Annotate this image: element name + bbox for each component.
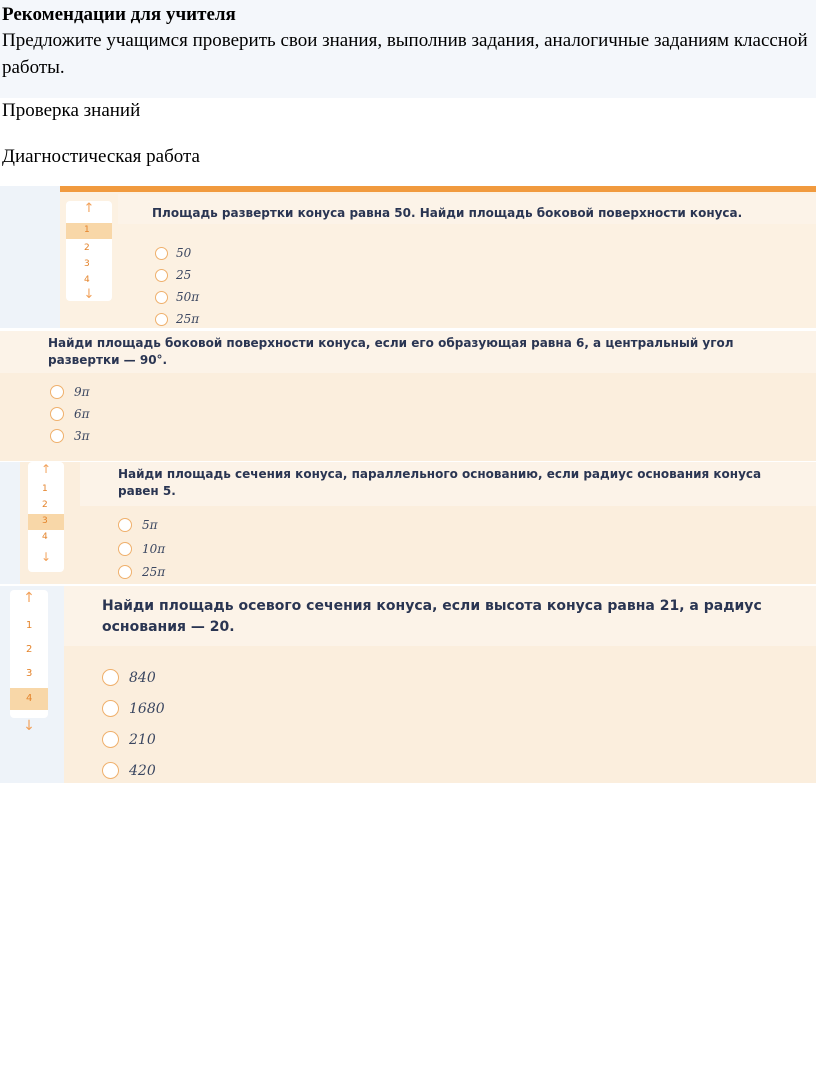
answer-option[interactable]: 25 xyxy=(155,268,191,282)
answer-option[interactable]: 1680 xyxy=(102,700,165,717)
answer-option[interactable]: 25π xyxy=(118,565,165,579)
question-number-4[interactable]: 4 xyxy=(10,688,48,710)
radio-button[interactable] xyxy=(118,542,132,556)
question-number-2[interactable]: 2 xyxy=(42,500,48,510)
answer-option[interactable]: 420 xyxy=(102,762,156,779)
question-text: Площадь развертки конуса равна 50. Найди площадь боковой поверхности конуса. xyxy=(152,206,743,220)
question-number-2[interactable]: 2 xyxy=(84,243,90,253)
answer-option[interactable]: 210 xyxy=(102,731,156,748)
panel-sidebar xyxy=(0,462,20,584)
question-text: Найди площадь сечения конуса, параллельного основанию, если радиус основания конуса равен 5. xyxy=(118,467,762,498)
question-number-4[interactable]: 4 xyxy=(42,532,48,542)
recommendation-title: Рекомендации для учителя xyxy=(2,4,236,25)
answer-option[interactable]: 50 xyxy=(155,246,191,260)
section-heading: Проверка знаний xyxy=(2,100,141,121)
answer-option[interactable]: 5π xyxy=(118,518,158,532)
answer-option[interactable]: 9π xyxy=(50,385,90,399)
radio-button[interactable] xyxy=(118,518,132,532)
question-number-3[interactable]: 3 xyxy=(84,259,90,269)
arrow-down-icon[interactable]: ↓ xyxy=(23,718,35,734)
question-number-3[interactable]: 3 xyxy=(28,514,64,530)
radio-button[interactable] xyxy=(155,269,168,282)
radio-button[interactable] xyxy=(102,669,119,686)
radio-button[interactable] xyxy=(102,731,119,748)
answer-option[interactable]: 10π xyxy=(118,542,165,556)
radio-button[interactable] xyxy=(50,429,64,443)
answer-option[interactable]: 840 xyxy=(102,669,156,686)
panel-sidebar xyxy=(0,186,60,328)
question-panel-3 xyxy=(0,462,816,584)
question-number-4[interactable]: 4 xyxy=(84,275,90,285)
answer-option[interactable]: 50π xyxy=(155,290,199,304)
answer-option[interactable]: 25π xyxy=(155,312,199,326)
question-text: Найди площадь осевого сечения конуса, если высота конуса равна 21, а радиус основания — 20. xyxy=(102,598,762,635)
radio-button[interactable] xyxy=(155,313,168,326)
radio-button[interactable] xyxy=(118,565,132,579)
teacher-recommendation-box xyxy=(0,0,816,98)
question-number-1[interactable]: 1 xyxy=(42,484,48,494)
arrow-up-icon[interactable]: ↑ xyxy=(23,590,35,606)
question-text: Найди площадь боковой поверхности конуса, если его образующая равна 6, а центральный угол развертки — 90°. xyxy=(48,336,734,367)
question-number-2[interactable]: 2 xyxy=(26,644,33,655)
radio-button[interactable] xyxy=(102,700,119,717)
answer-option[interactable]: 6π xyxy=(50,407,90,421)
question-navigator xyxy=(10,590,48,734)
radio-button[interactable] xyxy=(155,291,168,304)
arrow-down-icon[interactable]: ↓ xyxy=(40,550,52,564)
question-panel-2 xyxy=(0,331,816,461)
question-navigator xyxy=(28,462,64,572)
question-navigator xyxy=(66,201,112,301)
arrow-down-icon[interactable]: ↓ xyxy=(83,287,95,302)
recommendation-text: Предложите учащимся проверить свои знания, выполнив задания, аналогичные заданиям классной работы. xyxy=(2,30,808,78)
answer-option[interactable]: 3π xyxy=(50,429,90,443)
progress-bar xyxy=(60,186,816,192)
radio-button[interactable] xyxy=(155,247,168,260)
radio-button[interactable] xyxy=(102,762,119,779)
radio-button[interactable] xyxy=(50,407,64,421)
question-panel-1 xyxy=(0,186,816,328)
question-number-1[interactable]: 1 xyxy=(26,620,33,631)
question-number-3[interactable]: 3 xyxy=(26,668,33,679)
arrow-up-icon[interactable]: ↑ xyxy=(40,462,52,476)
radio-button[interactable] xyxy=(50,385,64,399)
arrow-up-icon[interactable]: ↑ xyxy=(83,201,95,216)
question-number-1[interactable]: 1 xyxy=(66,223,112,239)
question-panel-4 xyxy=(0,586,816,783)
subsection-heading: Диагностическая работа xyxy=(2,146,200,167)
